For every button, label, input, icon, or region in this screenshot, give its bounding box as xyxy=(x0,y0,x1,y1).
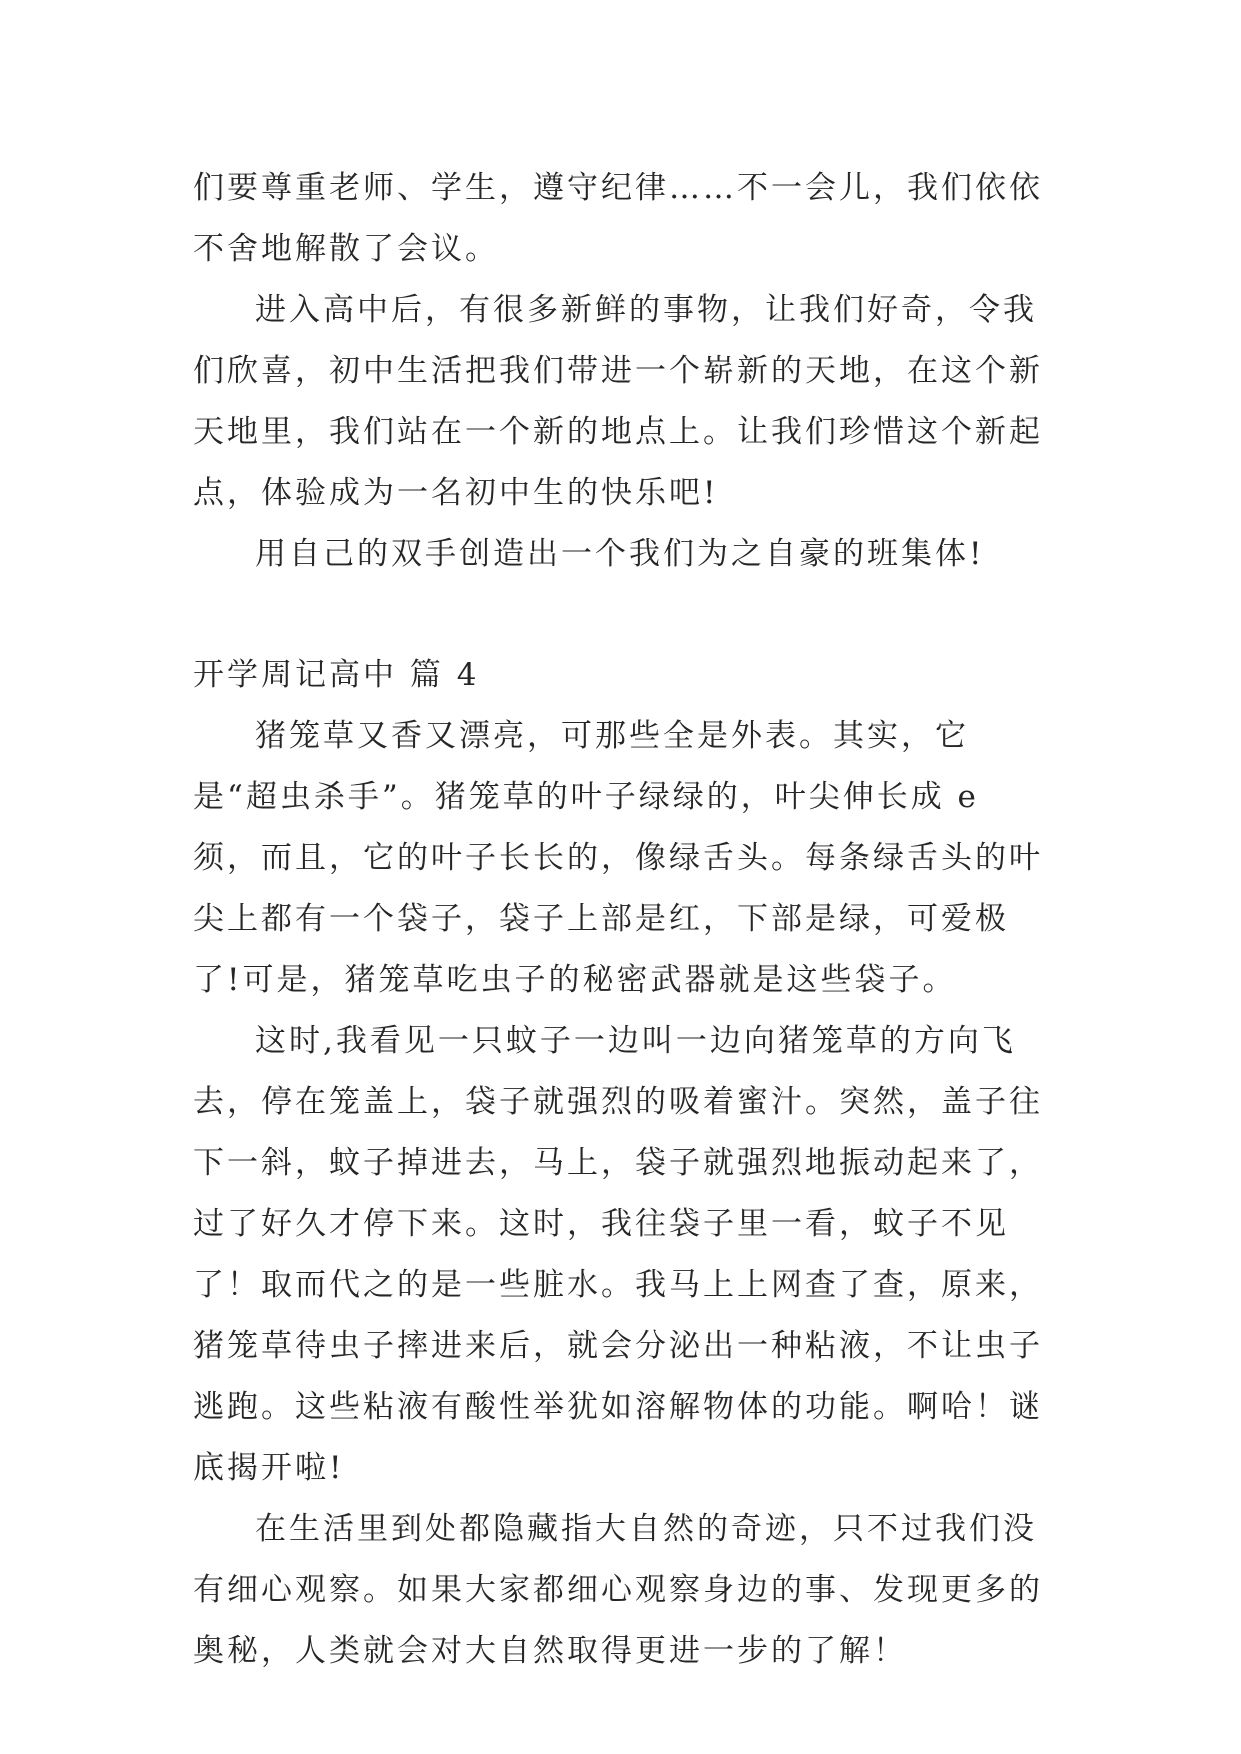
document-body xyxy=(193,158,1053,1682)
paragraph-continuation: 们要尊重老师、学生，遵守纪律……不一会儿，我们依依不舍地解散了会议。 xyxy=(193,170,1043,267)
paragraph: 用自己的双手创造出一个我们为之自豪的班集体! xyxy=(255,536,985,572)
paragraph: 进入高中后，有很多新鲜的事物，让我们好奇，令我们欣喜，初中生活把我们带进一个崭新的天地，在这个新天地里，我们站在一个新的地点上。让我们珍惜这个新起点，体验成为一名初中生的快乐吧! xyxy=(193,292,1043,511)
paragraph: 猪笼草又香又漂亮，可那些全是外表。其实，它是“超虫杀手”。猪笼草的叶子绿绿的，叶尖伸长成 e 须，而且，它的叶子长长的，像绿舌头。每条绿舌头的叶尖上都有一个袋子，袋子上部是红，下部是绿，可爱极了!可是，猪笼草吃虫子的秘密武器就是这些袋子。 xyxy=(193,718,1043,998)
section-heading: 开学周记高中 篇 4 xyxy=(193,657,480,693)
paragraph: 这时,我看见一只蚊子一边叫一边向猪笼草的方向飞去，停在笼盖上，袋子就强烈的吸着蜜汁。突然，盖子往下一斜，蚊子掉进去，马上，袋子就强烈地振动起来了，过了好久才停下来。这时，我往袋子里一看，蚊子不见了！取而代之的是一些脏水。我马上上网查了查，原来，猪笼草待虫子摔进来后，就会分泌出一种粘液，不让虫子逃跑。这些粘液有酸性举犹如溶解物体的功能。啊哈！谜底揭开啦! xyxy=(193,1023,1043,1486)
section-spacer xyxy=(193,585,1053,645)
paragraph: 在生活里到处都隐藏指大自然的奇迹，只不过我们没有细心观察。如果大家都细心观察身边的事、发现更多的奥秘，人类就会对大自然取得更进一步的了解！ xyxy=(193,1511,1043,1669)
